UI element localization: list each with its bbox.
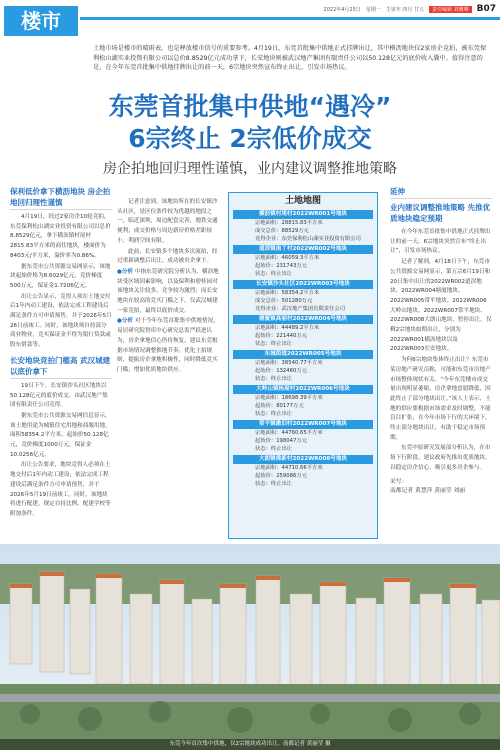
plot-entry [233,385,373,418]
plot-entry-detail: 宗地面积：44760.65平方米 [255,430,323,436]
plot-entry-detail: 起始价：198047万元 [255,438,308,444]
analysis-paragraph [117,317,220,375]
paragraph: 记者了解到，4月18日下午，东莞市公共资源交易网显示，第五宗6月19日和20日集中出让的2022WR002道滘地块、2022WR004塘厦地块、2022WR005常平地块、2022WR006大岭山地块、2022WR007常平地块、2022WR008大朗山地块，暂停出让。仅剩2宗地块如期出让，分别为2022WR001横沥地块以及2022WR003长安地块。 [390,259,492,353]
plot-entry-detail: 宗地面积：44710.66平方米 [255,465,323,471]
extension-tag: 延伸 [390,186,492,199]
plot-entry [233,455,373,488]
byline: 采写： 南都记者 黄慧萍 黄丽莹 刘丽 [390,478,466,495]
analysis-text: 对于今年东莞首批集中供地情况，易居研究院智库中心研究总监严跃进认为，房企拿地信心仍待恢复，建议东莞根据市场情况调整推地节奏，优化土拍规则，提振房企拿地积极性，同时降低竞买门槛，增加优质地块供应。 [117,318,219,373]
plot-entry-detail: 宗地面积：46059.3平方米 [255,255,320,261]
paragraph: 出让公告显示，竞得人须在土地交付后1年内动工建设，依法完成工程建设后满足条件方可申请预售，并于2026年5月26日前竣工。同时，该地块须自持部分商业物业，竞买保证金不得为银行贷款或股东借款等。 [10,293,112,349]
paragraph: 据东莞市公共资源交易网信息显示，该土地用途为城镇住宅用地和商服用地，面积58354.2平方米，起始价50.128亿元，竞价梯度1000万元，保证金10.0256亿元。 [10,412,111,458]
main-headline-2: 6宗终止 2宗低价成交 [128,124,372,153]
plot-entry-detail: 状态：终止出让 [255,341,293,347]
plot-entry-detail: 状态：终止出让 [255,446,293,452]
plot-entry [233,350,373,383]
section-tag: 楼市 [4,6,78,36]
left-column [10,186,112,521]
plot-entry-detail: 起始价：221440万元 [255,333,308,339]
paragraph: 此前，长安镇多个地块多次流拍，经过重新调整后出让，成功被央企拿下。 [117,248,218,265]
paragraph: 出让公告要求，地块竞得人必须在土地交付后1年内动工建设，依法完成工程建设后满足条件方可申请预售，并于2026年5月19日前竣工。同时，该地块将进行配建，规定自持比例、配建学校等附加条件。 [10,462,111,517]
extension-title: 业内建议调整推地策略 先推优质地块稳定预期 [390,203,491,223]
land-map-box [228,192,378,539]
plot-entry-detail: 状态：终止出让 [255,411,293,417]
sub-headline: 房企拍地回归理性谨慎，业内建议调整推地策略 [103,161,397,177]
plot-entry-detail: 竞得企业：武汉地产集团有限责任公司 [255,306,346,312]
plot-entry-detail: 起始价：231743万元 [255,263,308,269]
plot-entry-title: 横沥镇村尾村2022WR001号地块 [233,210,373,219]
plot-entry-title: 大岭山镇杨屋村2022WR006号地块 [233,385,373,394]
plot-entry-title: 道滘镇南丫村2022WR002号地块 [233,245,373,254]
plot-entry-detail: 宗地面积：28815.83平方米 [255,220,323,226]
analysis-paragraph [117,268,220,317]
plot-entry-title: 常平镇漱旧村2022WR007号地块 [233,420,373,429]
headline-block [0,92,500,178]
plot-entry [233,315,373,348]
plot-entry-title: 大朗镇佛新村2022WR008号地块 [233,455,373,464]
paragraph: 4月19日，经过2家房企10轮竞拍，东莞保利松山湖实业投资有限公司以总价8.8529亿元，拿下横沥镇村尾村2815.83平方米的商住地块，楼面价为8403元/平方米，溢价率为0.86%。 [10,214,111,259]
plot-entry-title: 东城街道2022WR005号地块 [233,350,373,359]
paragraph: 为何6宗地块集体终止出让？东莞市某房地产研究员称，可能和东莞市房地产市场整体现状有关。“今年东莞楼市成交量出现明显萎缩，房企拿地意愿降低，因此终止了部分地块出让。”该人士表示，土地的供应要根据市场需求及时调整，不能盲目扩张，在今年市场下行的大环境下，终止部分地块出让，有助于稳定市场预期。 [390,357,491,441]
section-title-2: 长安地块竞拍门槛高 武汉城建以底价拿下 [10,355,112,379]
analysis-label: ●分析 [117,268,134,275]
paragraph: 据东莞市公共资源交易网显示，该地块起始价格为8.6029亿元，竞价梯度500万元，保证金1.7206亿元。 [10,263,111,289]
plot-entry-detail: 起始价：259086万元 [255,473,308,479]
plot-entry-detail: 状态：终止出让 [255,271,293,277]
page-number: B07 [476,4,496,14]
masthead-info [80,2,500,16]
plot-entry-detail: 成交总价：501280万元 [255,298,313,304]
lunar-date: 壬寅年 四月 廿五 [385,6,425,13]
analysis-label: ●分析 [117,318,134,325]
plot-entry-detail: 起始价：80177万元 [255,403,304,409]
plot-entry-detail: 宗地面积：18698.39平方米 [255,395,323,401]
paragraph: 记者注意到，该地块所在的长安镇沙头社区，是区位条件较为优越的地段之一，临近深圳，周边配套完善，地铁交通便利，成交价格与周边新房价格差距较小，利润空间有限。 [117,199,218,244]
plot-entry [233,280,373,313]
plot-entry-detail: 宗地面积：38540.77平方米 [255,360,323,366]
right-column [390,186,492,497]
editor-badge: 责任编辑 刘雅琳 [429,6,472,13]
plot-entry-title: 塘厦镇高丽村2022WR004号地块 [233,315,373,324]
plot-entry-detail: 成交总价：88529万元 [255,228,309,234]
photo-caption: 东莞今年首次集中供地，仅2宗地块成功出让。南都记者 黄丽莹 摄 [0,739,500,750]
issue-weekday: 星期一 [365,6,381,13]
masthead [0,0,500,38]
paragraph: 19日下午，长安镇沙头社区地块以50.128亿元的底价成交，由武汉地产集团有限责任公司竞得。 [10,382,108,409]
section-title-1: 保利低价拿下横沥地块 房企拍地回归理性谨慎 [10,186,112,210]
plot-entry-title: 长安镇沙头社区2022WR003号地块 [233,280,373,289]
plot-entry [233,210,373,243]
plot-entry-detail: 状态：终止出让 [255,376,293,382]
plot-entry-detail: 起始价：132460万元 [255,368,308,374]
plot-entry [233,420,373,453]
plot-list [233,210,373,488]
plot-entry-detail: 竞得企业：东莞保利松山湖实业投资有限公司 [255,236,361,242]
land-map-title: 土地地图 [284,196,321,206]
main-headline: 东莞首批集中供地“遇冷” [108,92,392,121]
header-rule [80,17,500,20]
issue-date: 2022年4月25日 [323,6,361,13]
city-skyline-image [0,544,500,750]
paragraph: 东莞中原研究发展部分析认为，在市场下行阶段，建议政府先推出优质地块，以稳定房企信心，吸引更多房企参与。 [390,445,491,471]
plot-entry-detail: 状态：终止出让 [255,481,293,487]
plot-entry-detail: 宗地面积：58354.2平方米 [255,290,320,296]
city-photo [0,544,500,750]
plot-entry [233,245,373,278]
lead-paragraph: 土地市场是楼市的晴雨表，也是释放楼市信号的重要参考。4月19日，东莞首批集中供地正式挂牌出让，其中横沥地块仅2家房企竞拍，被东莞保利松山湖实业投资有限公司以总价8.8529亿元成功拿下，长安地块则被武汉地产集团有限责任公司以50.128亿元的底价收入囊中。值得注意的是，在今年东莞首批集中供地挂牌出让的前一天，6宗地块突然宣布终止出让，引发市场热议。 [93,45,487,72]
plot-entry-detail: 宗地面积：44489.2平方米 [255,325,320,331]
analysis-text: 中指东莞研究院分析认为，横沥地块受区域因素影响，以及保利和碧桂园对该地块关注较多，竞争较为激烈；而长安地块在较高的竞买门槛之下，仅武汉城建一家竞拍，最终以底价成交。 [117,268,219,314]
paragraph: 在今年东莞首批集中供地正式挂牌出让的前一天，6宗地块突然宣布“终止出让”，引发市场热议。 [390,229,491,255]
middle-column [117,198,220,377]
